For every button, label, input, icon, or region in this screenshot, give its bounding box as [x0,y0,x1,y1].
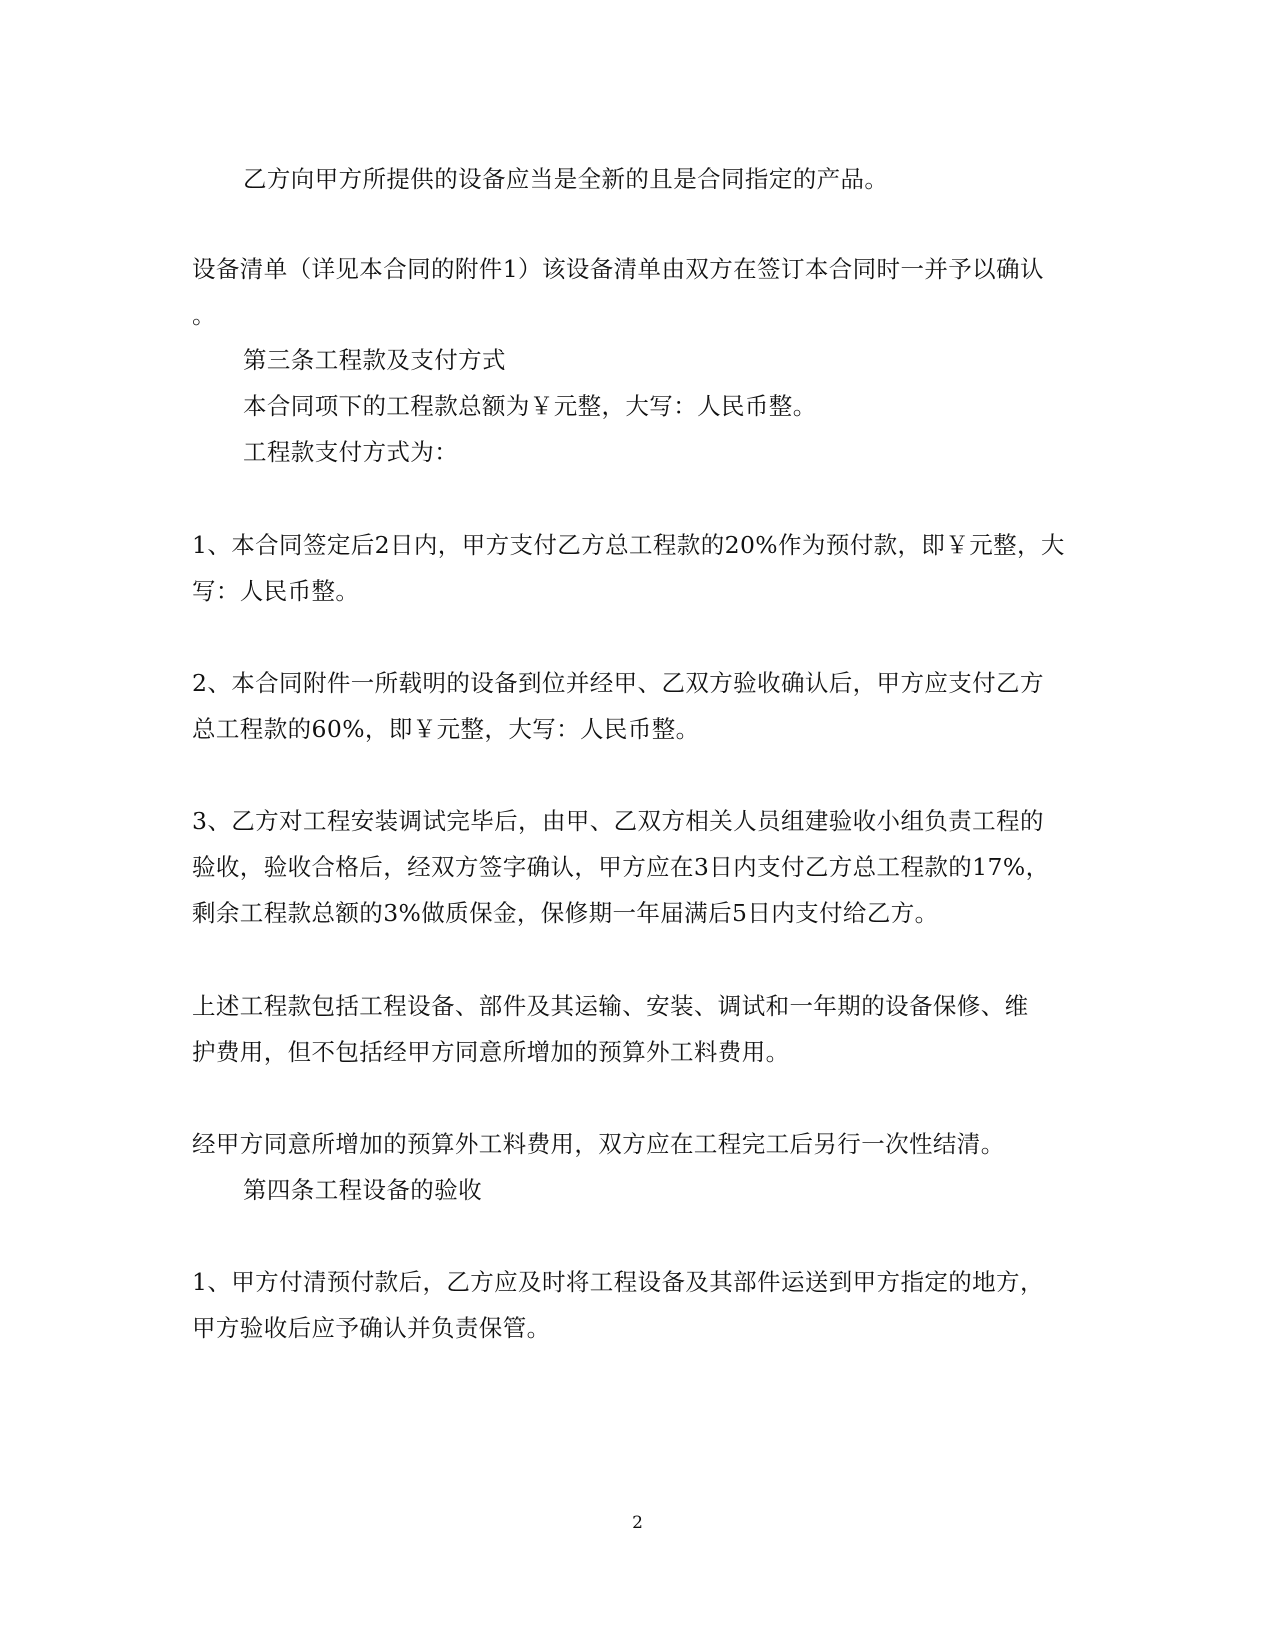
paragraph-line-equipment-new: 乙方向甲方所提供的设备应当是全新的且是合同指定的产品。 [243,165,889,193]
paragraph-line-extra-costs: 经甲方同意所增加的预算外工料费用，双方应在工程完工后另行一次性结清。 [192,1130,1005,1158]
paragraph-line-equipment-list: 设备清单（详见本合同的附件1）该设备清单由双方在签订本合同时一并予以确认 [192,255,1044,283]
list-item-1-line-1: 1、本合同签定后2日内，甲方支付乙方总工程款的20%作为预付款，即￥元整，大 [192,531,1065,559]
list-item-3-line-2: 验收，验收合格后，经双方签字确认，甲方应在3日内支付乙方总工程款的17%， [192,853,1050,881]
list-item-2-line-1: 2、本合同附件一所载明的设备到位并经甲、乙双方验收确认后，甲方应支付乙方 [192,669,1044,697]
page-number: 2 [632,1513,643,1533]
paragraph-line-payment-method: 工程款支付方式为： [243,438,459,466]
paragraph-line-equipment-list-end: 。 [192,301,216,329]
acceptance-item-1-line-2: 甲方验收后应予确认并负责保管。 [192,1314,551,1342]
section-heading-article-4: 第四条工程设备的验收 [243,1176,482,1204]
list-item-3-line-3: 剩余工程款总额的3%做质保金，保修期一年届满后5日内支付给乙方。 [192,899,939,927]
paragraph-line-total-amount: 本合同项下的工程款总额为￥元整，大写：人民币整。 [243,392,817,420]
list-item-2-line-2: 总工程款的60%，即￥元整，大写：人民币整。 [192,715,700,743]
paragraph-line-scope-1: 上述工程款包括工程设备、部件及其运输、安装、调试和一年期的设备保修、维 [192,992,1029,1020]
paragraph-line-scope-2: 护费用，但不包括经甲方同意所增加的预算外工料费用。 [192,1038,790,1066]
list-item-1-line-2: 写：人民币整。 [192,577,360,605]
acceptance-item-1-line-1: 1、甲方付清预付款后，乙方应及时将工程设备及其部件运送到甲方指定的地方， [192,1268,1044,1296]
list-item-3-line-1: 3、乙方对工程安装调试完毕后，由甲、乙双方相关人员组建验收小组负责工程的 [192,807,1044,835]
section-heading-article-3: 第三条工程款及支付方式 [243,346,506,374]
